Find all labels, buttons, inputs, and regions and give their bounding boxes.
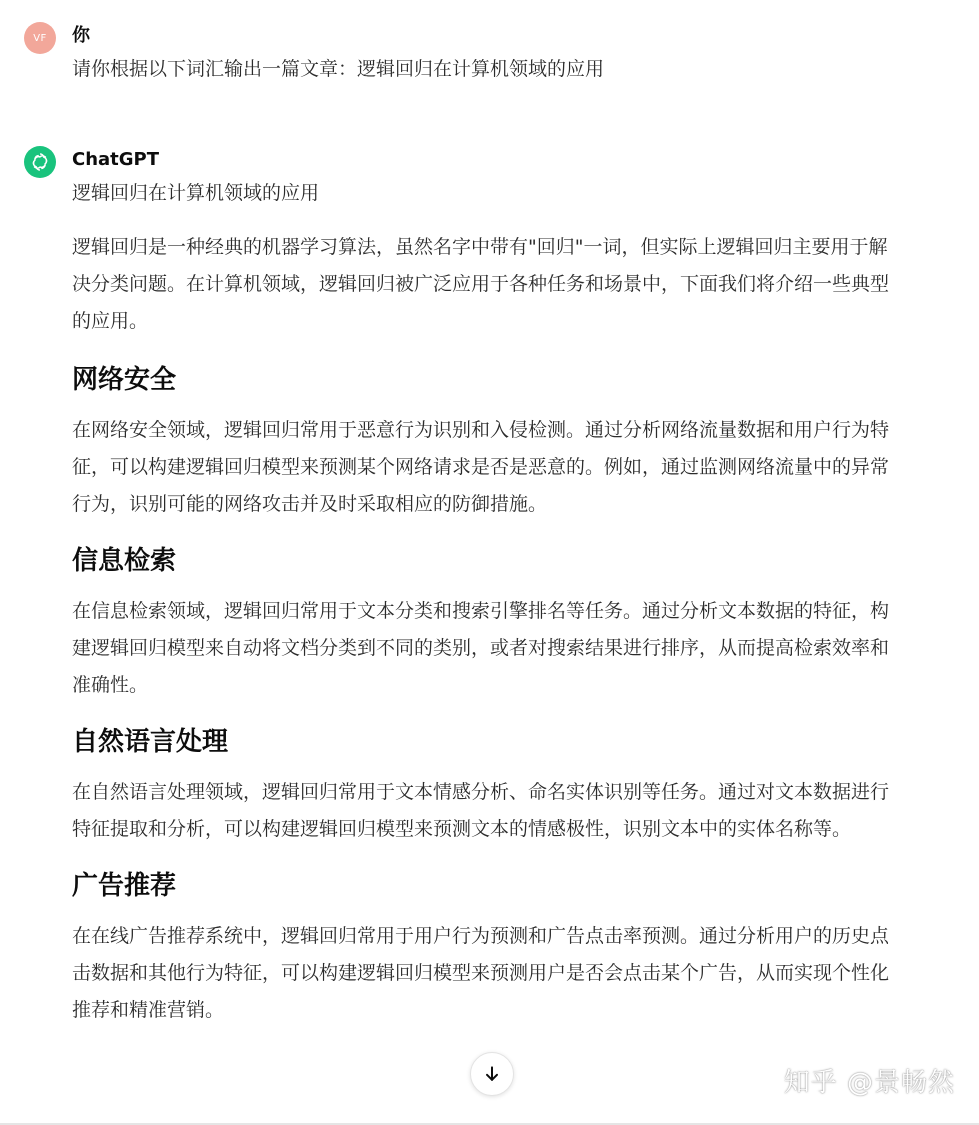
- assistant-author-name: ChatGPT: [72, 149, 160, 170]
- openai-logo-icon: [24, 146, 56, 178]
- section-text: 在网络安全领域，逻辑回归常用于恶意行为识别和入侵检测。通过分析网络流量数据和用户行为特征，可以构建逻辑回归模型来预测某个网络请求是否是恶意的。例如，通过监测网络流量中的异常行为，识别可能的网络攻击并及时采取相应的防御措施。: [72, 419, 890, 515]
- section-text: 在自然语言处理领域，逻辑回归常用于文本情感分析、命名实体识别等任务。通过对文本数据进行特征提取和分析，可以构建逻辑回归模型来预测文本的情感极性，识别文本中的实体名称等。: [72, 781, 890, 840]
- article-intro: 逻辑回归是一种经典的机器学习算法，虽然名字中带有"回归"一词，但实际上逻辑回归主要用于解决分类问题。在计算机领域，逻辑回归被广泛应用于各种任务和场景中，下面我们将介绍一些典型的应用。: [72, 236, 890, 332]
- user-message-text: 请你根据以下词汇输出一篇文章：逻辑回归在计算机领域的应用: [72, 58, 605, 80]
- section-heading: 自然语言处理: [72, 727, 229, 757]
- section-heading: 广告推荐: [72, 871, 177, 901]
- section-nlp: [72, 722, 902, 848]
- user-avatar: [24, 22, 56, 54]
- watermark: 知乎 @景畅然: [783, 1068, 955, 1098]
- user-avatar-initials: VF: [33, 32, 47, 44]
- section-information-retrieval: [72, 541, 902, 704]
- section-text: 在在线广告推荐系统中，逻辑回归常用于用户行为预测和广告点击率预测。通过分析用户的历史点击数据和其他行为特征，可以构建逻辑回归模型来预测用户是否会点击某个广告，从而实现个性化推荐和精准营销。: [72, 925, 890, 1021]
- section-heading: 信息检索: [72, 546, 177, 576]
- assistant-message-content: [72, 179, 902, 1047]
- section-ad-recommendation: [72, 866, 902, 1029]
- section-network-security: [72, 360, 902, 523]
- user-message: [24, 22, 979, 92]
- section-heading: 网络安全: [72, 365, 177, 395]
- article-title: 逻辑回归在计算机领域的应用: [72, 182, 320, 204]
- arrow-down-icon: [482, 1064, 502, 1084]
- section-text: 在信息检索领域，逻辑回归常用于文本分类和搜索引擎排名等任务。通过分析文本数据的特征，构建逻辑回归模型来自动将文档分类到不同的类别，或者对搜索结果进行排序，从而提高检索效率和准确性。: [72, 600, 890, 696]
- user-author-name: 你: [72, 25, 90, 46]
- scroll-to-bottom-button[interactable]: [470, 1052, 514, 1096]
